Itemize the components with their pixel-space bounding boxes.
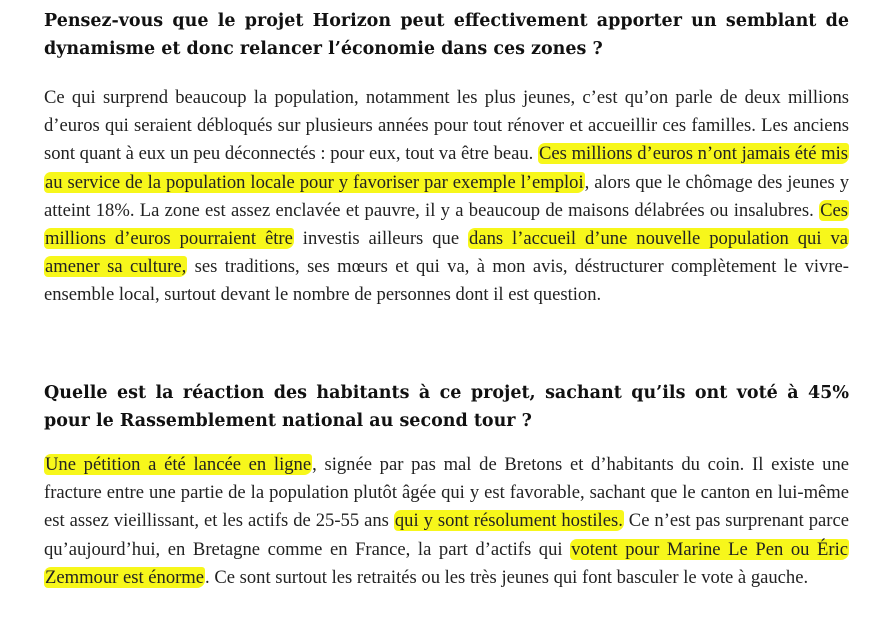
- interview-question-1: Pensez-vous que le projet Horizon peut effectivement apporter un semblant de dynamisme et donc relancer l’économie dans ces zones ?: [44, 11, 849, 59]
- highlighted-text: votent pour Marine Le Pen ou Éric Zemmour est énorme: [45, 538, 848, 588]
- answer-text: Ce n’est pas surprenant parce qu’aujourd’hui, en Bretagne comme en France, la part d’actifs qui: [44, 510, 849, 560]
- answer-text: investis ailleurs que: [293, 228, 469, 250]
- answer-text: . Ce sont surtout les retraités ou les très jeunes qui font basculer le vote à gauche.: [205, 566, 809, 588]
- interview-question-2: Quelle est la réaction des habitants à ce projet, sachant qu’ils ont voté à 45% pour le Rassemblement national au second tour ?: [44, 383, 849, 431]
- answer-text: , signée par pas mal de Bretons et d’habitants du coin. Il existe une fracture entre une partie de la population plutôt âgée qui y est favorable, sachant que le canton en lui-même est assez vieillissant, et les actifs de 25-55 ans: [44, 454, 849, 532]
- highlighted-text: Ces millions d’euros n’ont jamais été mis au service de la population locale pour y favoriser par exemple l’emploi: [45, 143, 848, 193]
- highlighted-text: Une pétition a été lancée en ligne: [45, 454, 312, 475]
- answer-paragraph-2: [44, 451, 849, 592]
- highlighted-text: dans l’accueil d’une nouvelle population qui va amener sa culture,: [45, 228, 848, 278]
- answer-text: ses traditions, ses mœurs et qui va, à mon avis, déstructurer complètement le vivre-ensemble local, surtout devant le nombre de personnes dont il est question.: [44, 256, 849, 306]
- highlighted-text: Ces millions d’euros pourraient être: [45, 199, 848, 250]
- highlighted-text: qui y sont résolument hostiles.: [394, 510, 623, 532]
- answer-paragraph-1: [44, 84, 849, 310]
- answer-text: , alors que le chômage des jeunes y atteint 18%. La zone est assez enclavée et pauvre, il y a beaucoup de maisons délabrées ou insalubres.: [44, 171, 849, 221]
- answer-text: Ce qui surprend beaucoup la population, notamment les plus jeunes, c’est qu’on parle de deux millions d’euros qui seraient débloqués sur plusieurs années pour tout rénover et accueillir ces familles. Les anciens sont quant à eux un peu déconnectés : pour eux, tout va être beau.: [44, 87, 849, 165]
